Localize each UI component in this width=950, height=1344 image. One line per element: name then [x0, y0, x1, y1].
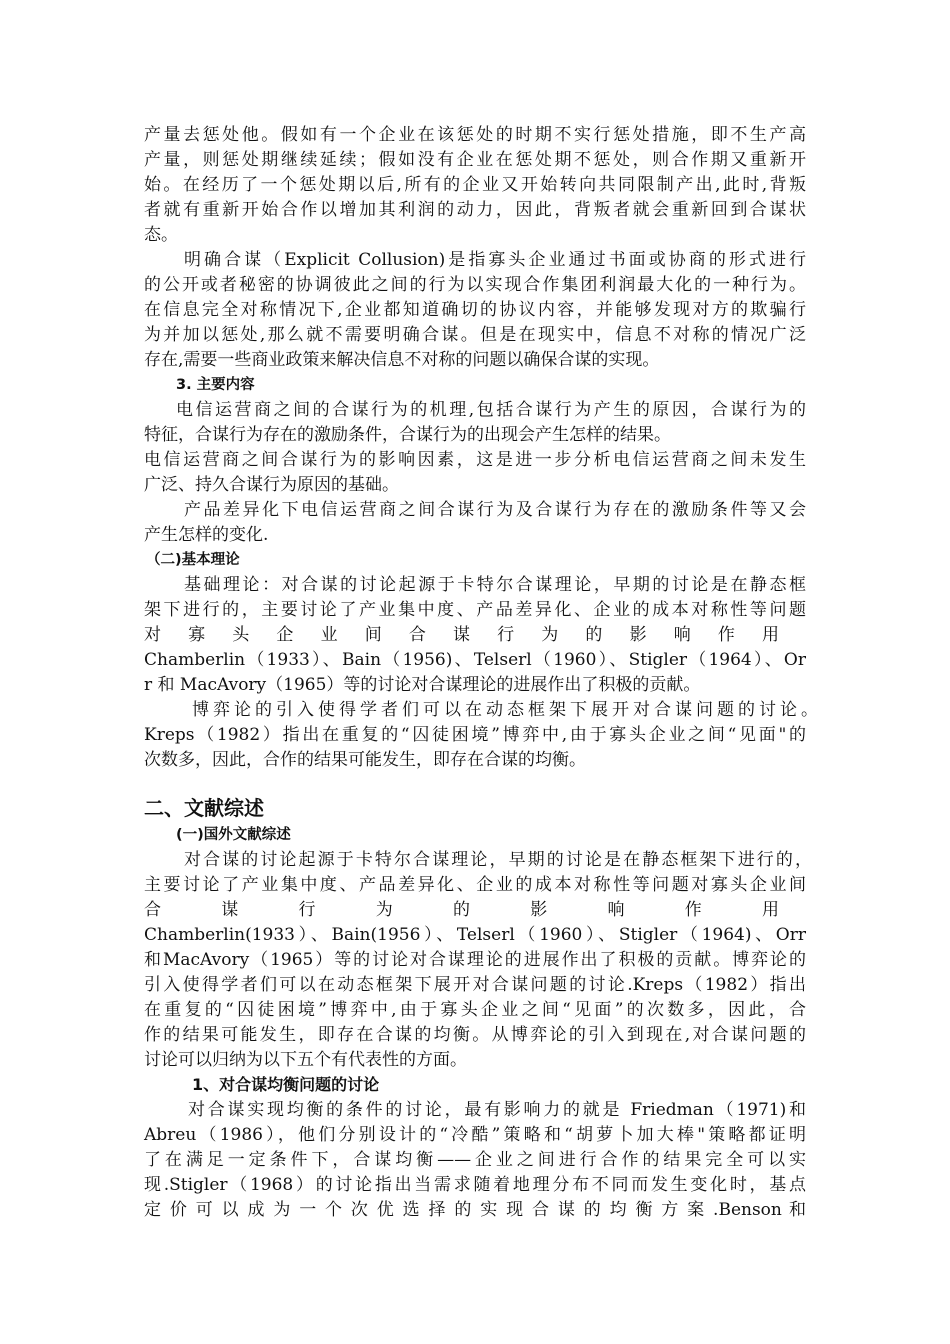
paragraph-line: 和MacAvory（1965）等的讨论对合谋理论的进展作出了积极的贡献。博弈论的 — [144, 950, 806, 970]
paragraph-line: 博弈论的引入使得学者们可以在动态框架下展开对合谋问题的讨论。 — [192, 700, 818, 720]
paragraph-line: 了在满足一定条件下，合谋均衡——企业之间进行合作的结果完全可以实 — [144, 1150, 806, 1170]
paragraph-line: 对 寡 头 企 业 间 合 谋 行 为 的 影 响 作 用 — [144, 625, 779, 645]
paragraph-line: 对合谋的讨论起源于卡特尔合谋理论，早期的讨论是在静态框架下进行的， — [184, 850, 812, 870]
paragraph-line: r 和 MacAvory（1965）等的讨论对合谋理论的进展作出了积极的贡献。 — [144, 675, 701, 695]
paragraph-line: 合 谋 行 为 的 影 响 作 用 — [144, 900, 779, 920]
paragraph-line: 产品差异化下电信运营商之间合谋行为及合谋行为存在的激励条件等又会 — [184, 500, 806, 520]
paragraph-line: 引入使得学者们可以在动态框架下展开对合谋问题的讨论.Kreps（1982）指出 — [144, 975, 806, 995]
chapter-heading: 二、文献综述 — [144, 796, 264, 820]
paragraph-line: 存在,需要一些商业政策来解决信息不对称的问题以确保合谋的实现。 — [144, 350, 660, 370]
paragraph-line: 对合谋实现均衡的条件的讨论，最有影响力的就是 Friedman（1971)和 — [188, 1100, 806, 1120]
paragraph-line: 讨论可以归纳为以下五个有代表性的方面。 — [144, 1050, 467, 1070]
paragraph-line: 主要讨论了产业集中度、产品差异化、企业的成本对称性等问题对寡头企业间 — [144, 875, 806, 895]
paragraph-line: 电信运营商之间的合谋行为的机理,包括合谋行为产生的原因，合谋行为的 — [176, 400, 806, 420]
section-heading: （二)基本理论 — [146, 552, 240, 568]
paragraph-line: 广泛、持久合谋行为原因的基础。 — [144, 475, 399, 495]
paragraph-line: 次数多，因此，合作的结果可能发生，即存在合谋的均衡。 — [144, 750, 586, 770]
paragraph-line: 的公开或者秘密的协调彼此之间的行为以实现合作集团利润最大化的一种行为。 — [144, 275, 806, 295]
paragraph-line: 始。在经历了一个惩处期以后,所有的企业又开始转向共同限制产出,此时,背叛 — [144, 175, 806, 195]
paragraph-line: 态。 — [144, 225, 178, 245]
paragraph-line: 产量去惩处他。假如有一个企业在该惩处的时期不实行惩处措施，即不生产高 — [144, 125, 806, 145]
subsection-heading: 1、对合谋均衡问题的讨论 — [192, 1075, 380, 1094]
paragraph-line: 在重复的“囚徒困境”博弈中,由于寡头企业之间“见面”的次数多，因此，合 — [144, 1000, 806, 1020]
paragraph-line: 为并加以惩处,那么就不需要明确合谋。但是在现实中，信息不对称的情况广泛 — [144, 325, 806, 345]
paragraph-line: Chamberlin(1933）、Bain(1956）、Telserl（1960）、Stigler（1964)、Orr — [144, 925, 806, 945]
paragraph-line: 产生怎样的变化. — [144, 525, 269, 545]
paragraph-line: 电信运营商之间合谋行为的影响因素，这是进一步分析电信运营商之间未发生 — [144, 450, 806, 470]
paragraph-line: 现.Stigler（1968）的讨论指出当需求随着地理分布不同而发生变化时，基点 — [144, 1175, 806, 1195]
paragraph-line: 定 价 可 以 成 为 一 个 次 优 选 择 的 实 现 合 谋 的 均 衡 方 案 .Benson 和 — [144, 1200, 806, 1220]
paragraph-line: 者就有重新开始合作以增加其利润的动力，因此，背叛者就会重新回到合谋状 — [144, 200, 806, 220]
section-heading: 3. 主要内容 — [176, 377, 255, 393]
paragraph-line: 在信息完全对称情况下,企业都知道确切的协议内容，并能够发现对方的欺骗行 — [144, 300, 806, 320]
paragraph-line: Kreps（1982）指出在重复的“囚徒困境”博弈中,由于寡头企业之间“见面"的 — [144, 725, 806, 745]
paragraph-line: 明确合谋（Explicit Collusion)是指寡头企业通过书面或协商的形式进行 — [184, 250, 806, 270]
paragraph-line: Chamberlin（1933）、Bain（1956)、Telserl（1960）、Stigler（1964）、Or — [144, 650, 806, 670]
paragraph-line: 基础理论：对合谋的讨论起源于卡特尔合谋理论，早期的讨论是在静态框 — [184, 575, 806, 595]
paragraph-line: 产量，则惩处期继续延续；假如没有企业在惩处期不惩处，则合作期又重新开 — [144, 150, 806, 170]
paragraph-line: 作的结果可能发生，即存在合谋的均衡。从博弈论的引入到现在,对合谋问题的 — [144, 1025, 806, 1045]
paragraph-line: 特征，合谋行为存在的激励条件，合谋行为的出现会产生怎样的结果。 — [144, 425, 671, 445]
paragraph-line: Abreu（1986），他们分别设计的“冷酷”策略和“胡萝卜加大棒"策略都证明 — [144, 1125, 806, 1145]
section-heading: (一)国外文献综述 — [176, 827, 291, 843]
paragraph-line: 架下进行的，主要讨论了产业集中度、产品差异化、企业的成本对称性等问题 — [144, 600, 806, 620]
